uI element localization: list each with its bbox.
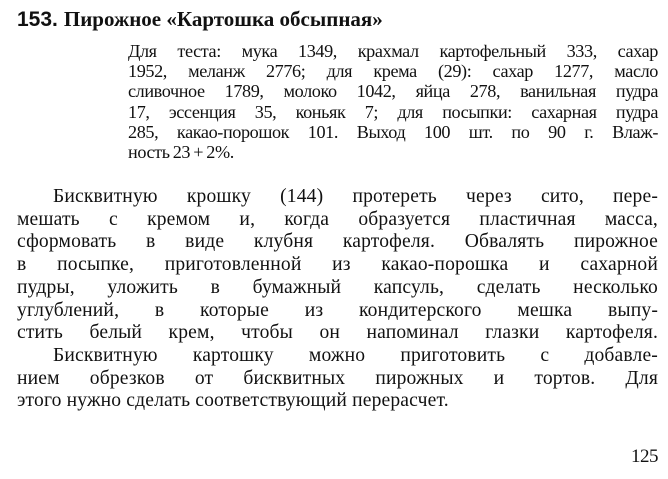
recipe-heading bbox=[17, 6, 657, 33]
method-paragraph-1-line: углублений, в которые из кондитерского мешка выпу- bbox=[17, 299, 658, 321]
ingredients-line: Для теста: мука 1349, крахмал картофельный 333, сахар bbox=[128, 41, 658, 61]
method-text bbox=[17, 186, 658, 413]
method-paragraph-1-line: Бисквитную крошку (144) протереть через сито, пере- bbox=[53, 186, 658, 207]
method-paragraph-1-line: сформовать в виде клубня картофеля. Обвалять пирожное bbox=[17, 231, 658, 253]
method-paragraph-1-line: мешать с кремом и, когда образуется пластичная масса, bbox=[17, 208, 658, 230]
ingredients-line: 285, какао-порошок 101. Выход 100 шт. по 90 г. Влаж- bbox=[128, 121, 658, 142]
ingredients-line: 1952, меланж 2776; для крема (29): сахар 1277, масло bbox=[128, 61, 658, 82]
method-paragraph-1-line: пудры, уложить в бумажный капсуль, сделать несколько bbox=[17, 276, 658, 298]
ingredients-block bbox=[128, 41, 658, 162]
recipe-number: 153. bbox=[17, 8, 58, 31]
recipe-title: Пирожное «Картошка обсыпная» bbox=[63, 7, 383, 31]
ingredients-line: 17, эссенция 35, коньяк 7; для посыпки: сахарная пудра bbox=[128, 101, 658, 122]
method-paragraph-2-line: нием обрезков от бисквитных пирожных и тортов. Для bbox=[17, 367, 658, 389]
method-paragraph-1-line: в посыпке, приготовленной из какао-порошка и сахарной bbox=[17, 254, 658, 276]
method-paragraph-1-line: стить белый крем, чтобы он напоминал глазки картофеля. bbox=[17, 322, 658, 344]
method-paragraph-2-line: этого нужно сделать соответствующий перерасчет. bbox=[17, 390, 449, 412]
page-number: 125 bbox=[631, 446, 658, 467]
method-paragraph-2-line: Бисквитную картошку можно приготовить с добавле- bbox=[53, 344, 658, 366]
ingredients-line: сливочное 1789, молоко 1042, яйца 278, ванильная пудра bbox=[128, 81, 658, 102]
ingredients-line: ность 23 + 2%. bbox=[128, 142, 234, 163]
